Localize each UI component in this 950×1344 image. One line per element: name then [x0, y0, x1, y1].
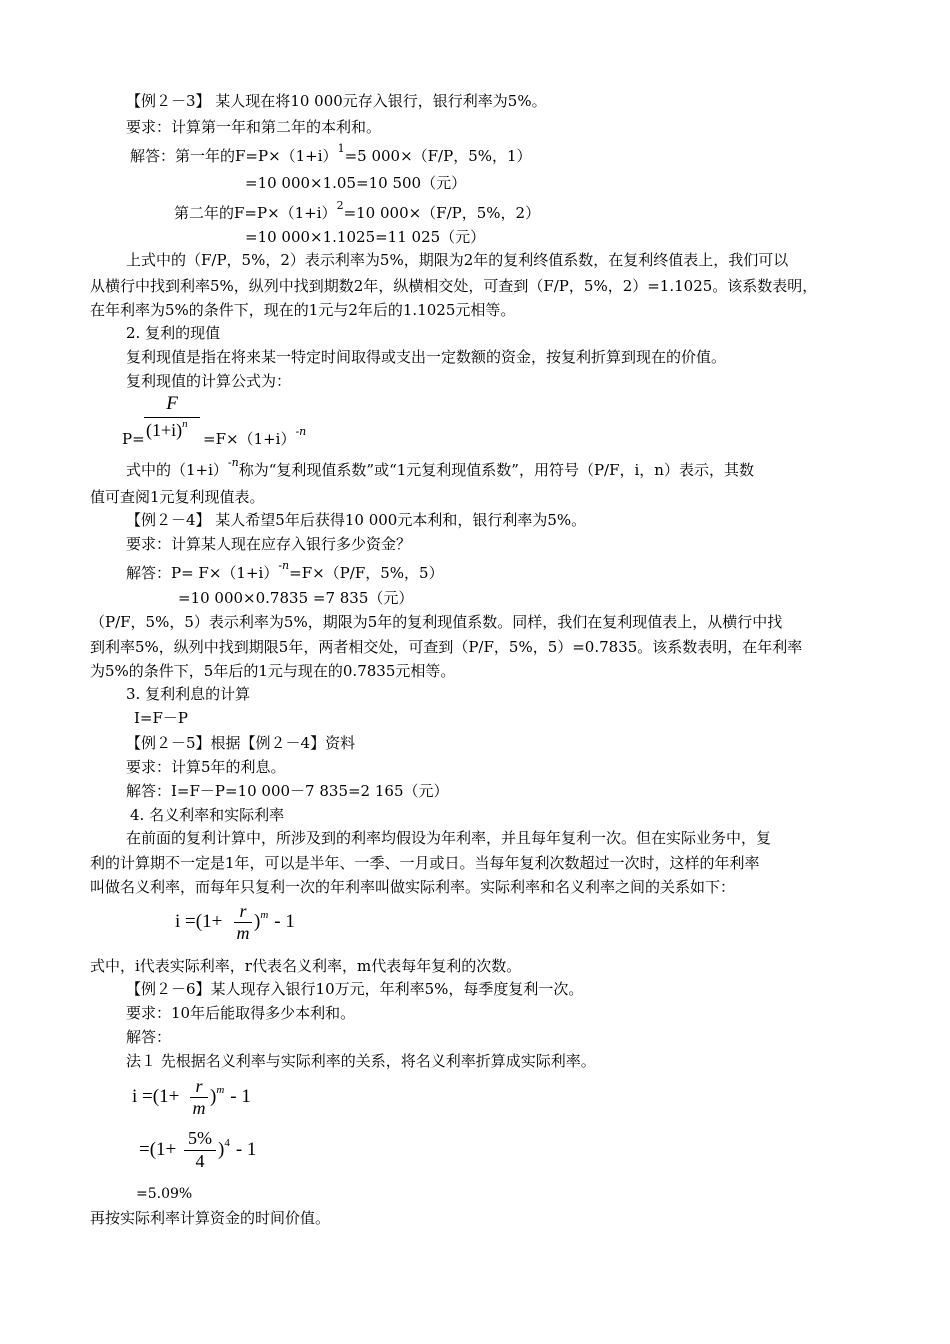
section-2-formula-intro: 复利现值的计算公式为： — [126, 372, 292, 390]
eq3-denominator: 4 — [195, 1151, 205, 1171]
paragraph-1-line3: 在年利率为5%的条件下，现在的1元与2年后的1.1025元相等。 — [90, 301, 516, 319]
paragraph-2-line2: 值可查阅1元复利现值表。 — [90, 488, 265, 506]
formula-denominator: $(1+i)^n$ — [146, 418, 188, 440]
eq2-close: )$^m$ - 1 — [210, 1084, 251, 1107]
example-2-3-answer-line2: 第二年的$F=P\times(1+i)^2=10$ 000×（F/P，5%，2） — [174, 199, 541, 222]
equation-4-result: =5.09% — [136, 1186, 193, 1202]
example-2-6-title: 【例２－6】某人现存入银行10万元，年利率5%，每季度复利一次。 — [126, 980, 584, 998]
formula-rhs: $=F\times(1+i)^{-n}$ — [203, 425, 307, 448]
paragraph-4-line1: 在前面的复利计算中，所涉及到的利率均假设为年利率，并且每年复利一次。但在实际业务中，复 — [126, 829, 772, 847]
formula-p-label: P= — [122, 430, 145, 448]
example-2-3-answer-result2: =10 000×1.1025=11 025（元） — [245, 228, 486, 246]
eq1-close: )$^m$ - 1 — [254, 909, 295, 932]
example-2-5-requirement: 要求：计算5年的利息。 — [126, 758, 286, 776]
example-2-3-answer-line1: 解答：第一年的$F=P\times(1+i)^1=5$ 000×（F/P，5%，1） — [130, 142, 532, 165]
eq1-numerator: r — [239, 901, 247, 921]
example-2-5-answer: 解答：I=F－P=10 000－7 835=2 165（元） — [126, 782, 449, 800]
paragraph-3-line3: 为5%的条件下，5年后的1元与现在的0.7835元相等。 — [90, 662, 456, 680]
eq3-lhs: =(1+ — [139, 1139, 177, 1160]
paragraph-1-line2: 从横行中找到利率5%，纵列中找到期数2年，纵横相交处，可查到（F/P，5%，2）=1.1025。该系数表明， — [90, 277, 818, 295]
eq2-numerator: r — [195, 1076, 203, 1096]
example-2-3-title: 【例２－3】 某人现在将10 000元存入银行，银行利率为5%。 — [126, 92, 547, 110]
paragraph-4-line3: 叫做名义利率，而每年只复利一次的年利率叫做实际利率。实际利率和名义利率之间的关系如下： — [90, 878, 736, 896]
eq2-lhs: i =(1+ — [132, 1086, 180, 1107]
formula-numerator: F — [166, 393, 178, 414]
paragraph-5: 式中，i代表实际利率，r代表名义利率，m代表每年复利的次数。 — [90, 957, 522, 975]
example-2-4-result: =10 000×0.7835 =7 835（元） — [178, 589, 414, 607]
eq3-close: )$^4$ - 1 — [218, 1137, 257, 1160]
example-2-3-answer-result1: =10 000×1.05=10 500（元） — [245, 174, 467, 192]
exponent: 1 — [337, 142, 345, 155]
paragraph-6: 再按实际利率计算资金的时间价值。 — [90, 1209, 331, 1227]
paragraph-3-line2: 到利率5%，纵列中找到期限5年，两者相交处，可查到（P/F，5%，5）=0.7835。该系数表明，在年利率 — [90, 638, 803, 656]
example-2-4-title: 【例２－4】 某人希望5年后获得10 000元本利和，银行利率为5%。 — [126, 511, 587, 529]
example-2-5-title: 【例２－5】根据【例２－4】资料 — [126, 734, 356, 752]
example-2-4-requirement: 要求：计算某人现在应存入银行多少资金？ — [126, 535, 412, 553]
exponent: 2 — [336, 199, 344, 212]
example-2-6-requirement: 要求：10年后能取得多少本利和。 — [126, 1004, 356, 1022]
eq1-lhs: i =(1+ — [175, 911, 223, 932]
example-2-6-answer-label: 解答： — [126, 1028, 172, 1046]
paragraph-1-line1: 上式中的（F/P，5%，2）表示利率为5%，期限为2年的复利终值系数，在复利终值表上，我们可以 — [126, 251, 789, 269]
section-3-title: 3. 复利利息的计算 — [126, 685, 251, 703]
fraction-bar — [144, 417, 200, 418]
section-2-definition: 复利现值是指在将来某一特定时间取得或支出一定数额的资金，按复利折算到现在的价值。 — [126, 348, 727, 366]
section-2-title: 2. 复利的现值 — [126, 324, 221, 342]
example-2-6-method-1: 法１ 先根据名义利率与实际利率的关系，将名义利率折算成实际利率。 — [126, 1052, 596, 1070]
paragraph-2-line1: 式中的$(1+i)^{-n}$称为“复利现值系数”或“1元复利现值系数”，用符号（P/F，i，n）表示，其数 — [126, 456, 754, 479]
example-2-4-answer: 解答：$P= F\times(1+i)^{-n}=F\times(P/F$，5%，5） — [126, 559, 444, 582]
section-4-title: 4. 名义利率和实际利率 — [130, 806, 285, 824]
eq1-denominator: m — [236, 923, 250, 943]
eq2-denominator: m — [192, 1098, 206, 1118]
section-3-formula: I=F－P — [134, 709, 188, 727]
paragraph-4-line2: 利的计算期不一定是1年，可以是半年、一季、一月或日。当每年复利次数超过一次时，这样的年利率 — [90, 854, 760, 872]
example-2-3-requirement: 要求：计算第一年和第二年的本利和。 — [126, 118, 382, 136]
paragraph-3-line1: （P/F，5%，5）表示利率为5%，期限为5年的复利现值系数。同样，我们在复利现值表上，从横行中找 — [90, 613, 783, 631]
eq3-numerator: 5% — [188, 1128, 212, 1148]
